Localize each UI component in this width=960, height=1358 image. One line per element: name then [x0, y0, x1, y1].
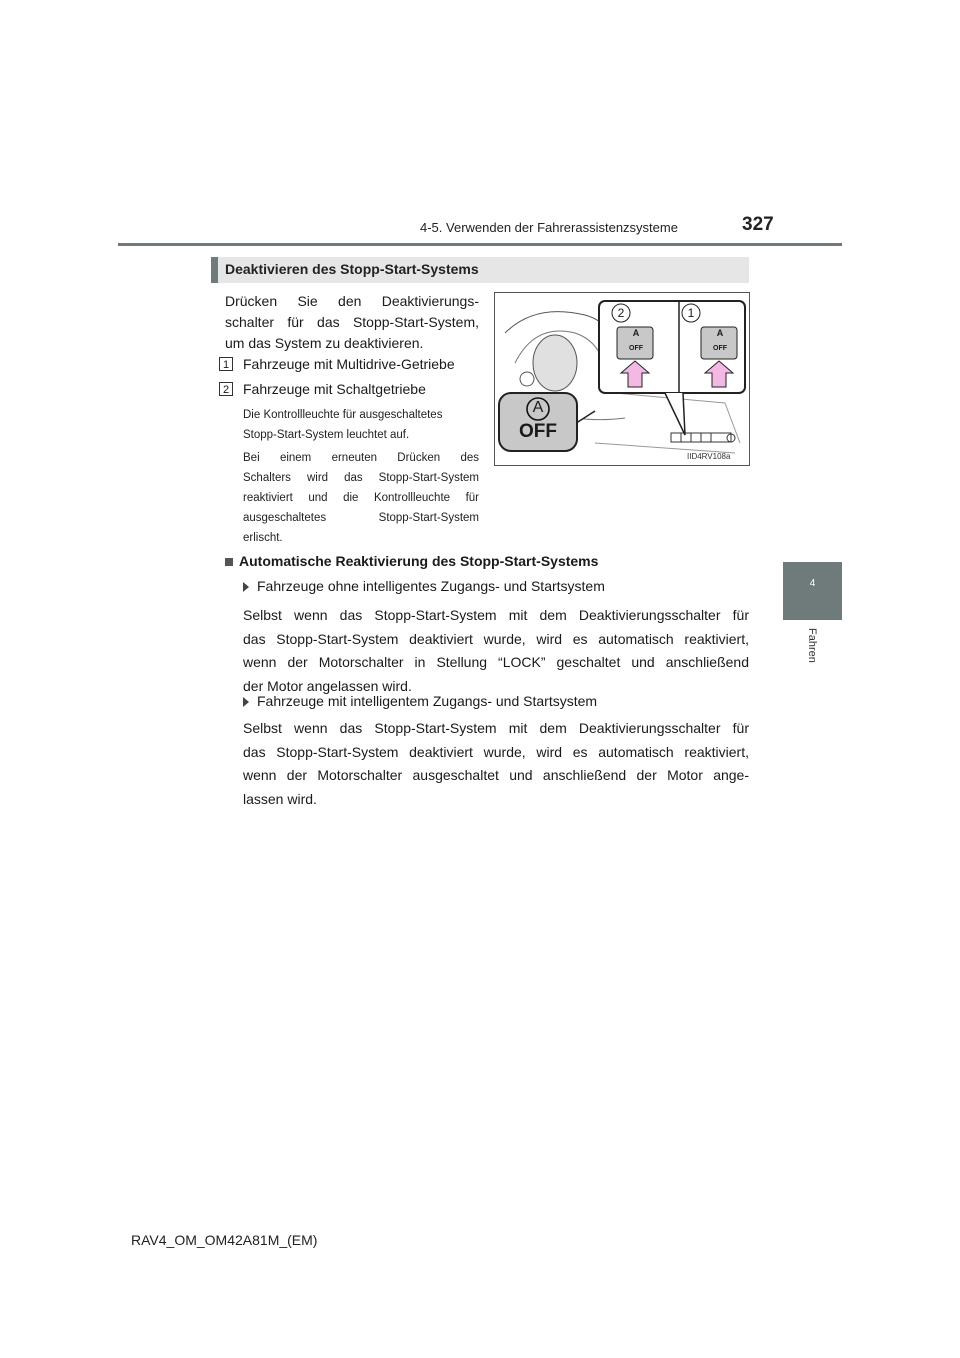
button-off-label: OFF: [713, 345, 727, 352]
page-number: 327: [742, 214, 774, 235]
section-header-accent: [211, 257, 218, 283]
paragraph-line: wenn der Motorschalter ausgeschaltet und anschließend der Motor ange-: [243, 767, 749, 784]
condition-bullet: [243, 693, 597, 709]
item-text: Fahrzeuge mit Multidrive-Getriebe: [243, 356, 455, 372]
callout-number: 2: [617, 306, 625, 320]
header-divider: [118, 243, 842, 246]
subsection-heading: [225, 553, 598, 569]
paragraph-line: der Motor angelassen wird.: [243, 678, 412, 695]
triangle-bullet-icon: [243, 582, 249, 592]
paragraph-line: wenn der Motorschalter in Stellung “LOCK” geschaltet und anschließend: [243, 654, 749, 671]
chapter-label: Fahren: [806, 628, 818, 663]
intro-line: schalter für das Stopp-Start-System,: [225, 314, 479, 330]
paragraph-line: das Stopp-Start-System deaktiviert wurde, wird es automatisch reaktiviert,: [243, 743, 749, 760]
big-button-letter: A: [532, 399, 544, 416]
condition-paragraph: [243, 717, 749, 812]
triangle-bullet-icon: [243, 697, 249, 707]
condition-paragraph: [243, 604, 749, 699]
button-letter: A: [716, 328, 724, 338]
item-number-badge: 1: [219, 357, 233, 371]
big-button-off-label: OFF: [519, 421, 557, 442]
callout-number: 1: [687, 306, 695, 320]
paragraph-line: lassen wird.: [243, 791, 317, 808]
chapter-tab: [783, 562, 842, 620]
section-title: Deaktivieren des Stopp-Start-Systems: [225, 261, 479, 277]
paragraph-line: Selbst wenn das Stopp-Start-System mit dem Deaktivierungsschalter für: [243, 720, 749, 736]
square-bullet-icon: [225, 558, 233, 566]
condition-text: Fahrzeuge ohne intelligentes Zugangs- und Startsystem: [257, 578, 605, 594]
switch-illustration: [494, 292, 750, 466]
intro-paragraph: [225, 291, 479, 354]
note-paragraph: [243, 448, 479, 548]
note-line: erlischt.: [243, 532, 283, 544]
header-section-title: 4-5. Verwenden der Fahrerassistenzsysteme: [420, 220, 678, 235]
chapter-number: 4: [809, 578, 816, 589]
paragraph-line: das Stopp-Start-System deaktiviert wurde, wird es automatisch reaktiviert,: [243, 630, 749, 647]
note-line: Die Kontrollleuchte für ausgeschaltetes: [243, 409, 443, 421]
figure-code: IID4RV108a: [687, 452, 731, 461]
condition-text: Fahrzeuge mit intelligentem Zugangs- und Startsystem: [257, 693, 598, 709]
subsection-heading-text: Automatische Reaktivierung des Stopp-Start-Systems: [239, 553, 599, 569]
button-letter: A: [632, 328, 640, 338]
footer-code: RAV4_OM_OM42A81M_(EM): [131, 1232, 318, 1248]
note-line: reaktiviert und die Kontrollleuchte für: [243, 492, 479, 504]
note-line: Stopp-Start-System leuchtet auf.: [243, 429, 410, 441]
item-number-badge: 2: [219, 382, 233, 396]
intro-line: Drücken Sie den Deaktivierungs-: [225, 293, 479, 309]
paragraph-line: Selbst wenn das Stopp-Start-System mit dem Deaktivierungsschalter für: [243, 607, 749, 623]
note-paragraph: [243, 405, 479, 445]
condition-bullet: [243, 578, 605, 594]
note-line: Schalters wird das Stopp-Start-System: [243, 472, 479, 484]
item-text: Fahrzeuge mit Schaltgetriebe: [243, 381, 426, 397]
note-line: ausgeschaltetes Stopp-Start-System: [243, 512, 479, 524]
button-off-label: OFF: [629, 345, 643, 352]
note-line: Bei einem erneuten Drücken des: [243, 452, 479, 464]
intro-line: um das System zu deaktivieren.: [225, 335, 424, 351]
